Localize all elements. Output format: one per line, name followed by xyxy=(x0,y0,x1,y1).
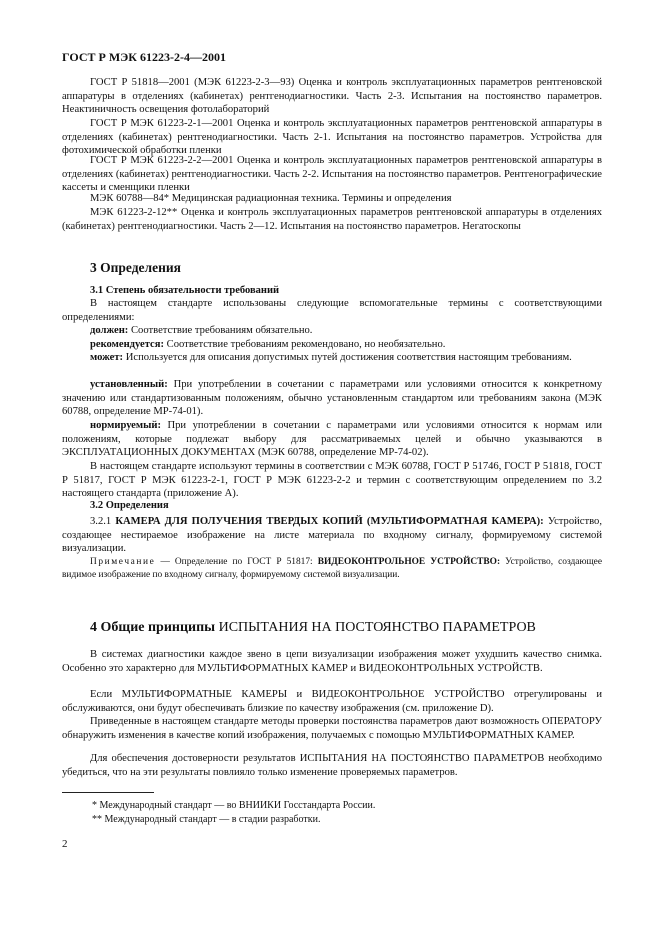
footnote-2: ** Международный стандарт — в стадии разработки. xyxy=(92,814,321,825)
footnote-1: * Международный стандарт — во ВНИИКИ Госстандарта России. xyxy=(92,800,376,811)
reference-5: МЭК 61223-2-12** Оценка и контроль эксплуатационных параметров рентгеновской аппаратуры в отделениях (кабинетах) рентгенодиагностики. Часть 2—12. Испытания на постоянство параметров. Негатоскопы xyxy=(62,207,602,232)
section-3-intro: В настоящем стандарте использованы следующие вспомогательные термины с соответствующими определениями: xyxy=(62,298,602,323)
reference-3: ГОСТ Р МЭК 61223-2-2—2001 Оценка и контроль эксплуатационных параметров рентгеновской аппаратуры в отделениях (кабинетах) рентгенодиагностики. Часть 2-2. Испытания на постоянство параметров. Рентгенографические кассеты и сменщики пленки xyxy=(62,155,602,194)
term-normalized xyxy=(62,419,602,460)
subsection-3-2-title: 3.2 Определения xyxy=(90,500,169,511)
term-definition: Используется для описания допустимых путей достижения соответствия настоящим требованиям. xyxy=(123,352,572,363)
section-4-paragraph-4: Для обеспечения достоверности результатов ИСПЫТАНИЯ НА ПОСТОЯНСТВО ПАРАМЕТРОВ необходимо убедиться, что на эти результаты повлияло только изменение проверяемых параметров. xyxy=(62,753,602,778)
term-specified xyxy=(62,378,602,419)
definition-text: Устройство, создающее нестираемое изображение на листе материала по входному сигналу, формируемому системой визуализации. xyxy=(62,516,602,555)
term-label: установленный: xyxy=(90,379,168,390)
term-definition: При употреблении в сочетании с параметрами или условиями относится к нормам или положениям, которые подлежат выбору для рассматриваемых целей и обычно указываются в ЭКСПЛУАТАЦИОННЫХ ДОКУМЕНТАХ (МЭК 60788, определение МР-74-02). xyxy=(62,420,602,459)
subsection-3-1-title: 3.1 Степень обязательности требований xyxy=(90,285,280,296)
reference-2: ГОСТ Р МЭК 61223-2-1—2001 Оценка и контроль эксплуатационных параметров рентгеновской аппаратуры в отделениях (кабинетах) рентгенодиагностики. Часть 2-1. Испытания на постоянство параметров. Устройства для фотохимической обработки пленки xyxy=(62,118,602,157)
section-3-title: 3 Определения xyxy=(90,260,181,275)
term-definition: Соответствие требованиям рекомендовано, но необязательно. xyxy=(164,339,446,350)
section-4-paragraph-1: В системах диагностики каждое звено в цепи визуализации изображения может ухудшить качество снимка. Особенно это характерно для МУЛЬТИФОРМАТНЫХ КАМЕР и ВИДЕОКОНТРОЛЬНЫХ УСТРОЙСТВ. xyxy=(62,649,602,674)
definition-3-2-1 xyxy=(62,515,602,556)
term-may xyxy=(62,351,602,365)
term-definition: Соответствие требованиям обязательно. xyxy=(128,325,313,336)
definition-number: 3.2.1 xyxy=(90,516,116,527)
term-label: должен: xyxy=(90,325,129,336)
definition-term: КАМЕРА ДЛЯ ПОЛУЧЕНИЯ ТВЕРДЫХ КОПИЙ (МУЛЬТИФОРМАТНАЯ КАМЕРА): xyxy=(115,516,544,527)
term-label: может: xyxy=(90,352,124,363)
term-label: нормируемый: xyxy=(90,420,161,431)
terms-reference-note: В настоящем стандарте используют термины в соответствии с МЭК 60788, ГОСТ Р 51746, ГОСТ Р 51818, ГОСТ Р 51817, ГОСТ Р МЭК 61223-2-1, ГОСТ Р МЭК 61223-2-2 и термин с соответствующим определением по 3.2 настоящего стандарта (приложение А). xyxy=(62,461,602,500)
definition-note xyxy=(62,556,602,582)
section-4-paragraph-2: Если МУЛЬТИФОРМАТНЫЕ КАМЕРЫ и ВИДЕОКОНТРОЛЬНОЕ УСТРОЙСТВО отрегулированы и обслуживаются, они будут обеспечивать близкие по качеству изображения (см. приложение D). xyxy=(62,689,602,714)
section-4-title-term: ИСПЫТАНИЯ НА ПОСТОЯНСТВО ПАРАМЕТРОВ xyxy=(218,620,536,635)
note-prefix: — Определение по ГОСТ Р 51817: xyxy=(155,557,318,567)
reference-1: ГОСТ Р 51818—2001 (МЭК 61223-2-3—93) Оценка и контроль эксплуатационных параметров рентгеновской аппаратуры в отделениях (кабинетах) рентгенодиагностики. Часть 2-3. Испытания на постоянство параметров. Неактиничность освещения фотолабораторий xyxy=(62,77,602,116)
note-text: Устройство, создающее видимое изображение по входному сигналу, формируемому системой визуализации. xyxy=(62,557,602,580)
reference-4: МЭК 60788—84* Медицинская радиационная техника. Термины и определения xyxy=(90,193,452,204)
page-number: 2 xyxy=(62,838,68,850)
term-must xyxy=(62,324,602,338)
section-4-title-prefix: 4 Общие принципы xyxy=(90,620,219,635)
section-4-paragraph-3: Приведенные в настоящем стандарте методы проверки постоянства параметров дают возможность ОПЕРАТОРУ обнаружить изменения в качестве копий изображения, получаемых с помощью МУЛЬТИФОРМАТНЫХ КАМЕР. xyxy=(62,716,602,741)
term-definition: При употреблении в сочетании с параметрами или условиями относится к конкретному значению или стандартизованным положениям, обычно установленным стандартом или требованиям закона (МЭК 60788, определение МР-74-01). xyxy=(62,379,602,418)
section-4-title xyxy=(90,620,536,636)
note-term: ВИДЕОКОНТРОЛЬНОЕ УСТРОЙСТВО: xyxy=(317,557,501,567)
note-label: Примечание xyxy=(90,557,156,567)
term-label: рекомендуется: xyxy=(90,339,165,350)
term-recommended xyxy=(62,338,602,352)
footnote-divider xyxy=(62,792,154,793)
document-header: ГОСТ Р МЭК 61223-2-4—2001 xyxy=(62,50,226,64)
